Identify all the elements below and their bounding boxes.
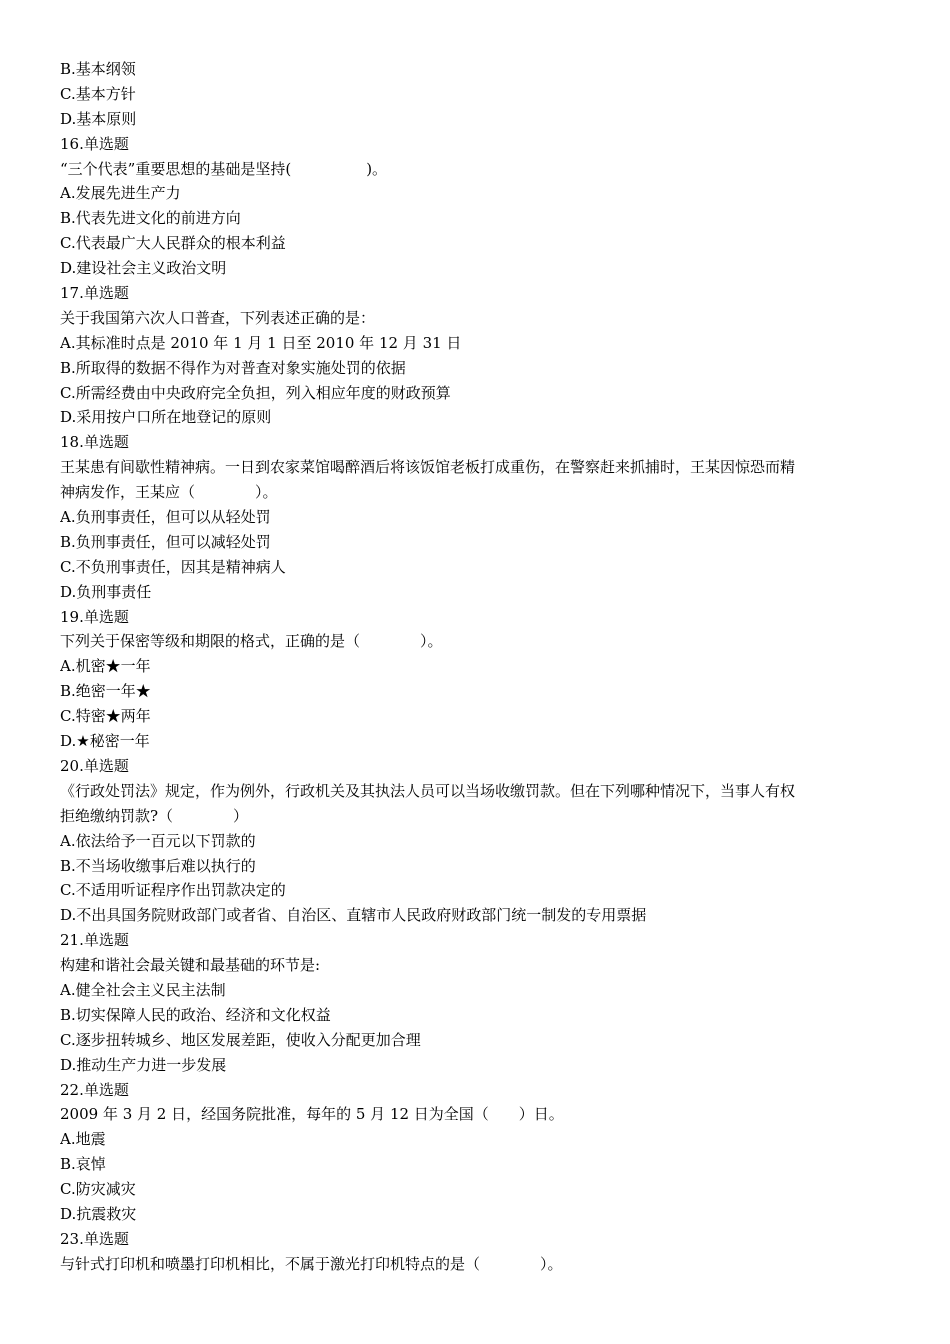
option-a-20: A.依法给予一百元以下罚款的 (60, 831, 256, 850)
option-a-17: A.其标准时点是 2010 年 1 月 1 日至 2010 年 12 月 31 日 (60, 333, 462, 352)
question-22-text: 2009 年 3 月 2 日，经国务院批准，每年的 5 月 12 日为全国（ ）日。 (60, 1105, 564, 1124)
option-c-21: C.逐步扭转城乡、地区发展差距，使收入分配更加合理 (60, 1030, 421, 1049)
option-a-16: A.发展先进生产力 (60, 184, 181, 203)
question-17-text: 关于我国第六次人口普查，下列表述正确的是： (60, 308, 376, 327)
exam-document (60, 57, 885, 1277)
option-d-15: D.基本原则 (60, 109, 137, 128)
option-c-20: C.不适用听证程序作出罚款决定的 (60, 881, 286, 900)
option-a-22: A.地震 (60, 1130, 106, 1149)
question-18-text-line1: 王某患有间歇性精神病。一日到农家菜馆喝醉酒后将该饭馆老板打成重伤，在警察赶来抓捕时，王某因惊恐而精 (60, 458, 796, 477)
option-d-17: D.采用按户口所在地登记的原则 (60, 408, 272, 427)
option-d-20: D.不出具国务院财政部门或者省、自治区、直辖市人民政府财政部门统一制发的专用票据 (60, 906, 647, 925)
option-c-19: C.特密★两年 (60, 707, 151, 726)
question-20-text-line2: 拒绝缴纳罚款?（ ） (60, 806, 249, 825)
question-16-text: “三个代表”重要思想的基础是坚持( )。 (60, 159, 388, 178)
question-22-header: 22.单选题 (60, 1080, 129, 1099)
option-b-19: B.绝密一年★ (60, 682, 151, 701)
option-b-17: B.所取得的数据不得作为对普查对象实施处罚的依据 (60, 358, 406, 377)
option-b-21: B.切实保障人民的政治、经济和文化权益 (60, 1005, 331, 1024)
option-b-20: B.不当场收缴事后难以执行的 (60, 856, 256, 875)
question-23-text: 与针式打印机和喷墨打印机相比，不属于激光打印机特点的是（ ）。 (60, 1254, 563, 1273)
option-d-16: D.建设社会主义政治文明 (60, 259, 227, 278)
option-d-21: D.推动生产力进一步发展 (60, 1055, 227, 1074)
option-c-18: C.不负刑事责任，因其是精神病人 (60, 557, 286, 576)
option-b-16: B.代表先进文化的前进方向 (60, 209, 241, 228)
question-20-text-line1: 《行政处罚法》规定，作为例外，行政机关及其执法人员可以当场收缴罚款。但在下列哪种情况下，当事人有权 (60, 781, 796, 800)
option-d-19: D.★秘密一年 (60, 732, 150, 751)
question-18-text-line2: 神病发作，王某应（ ）。 (60, 483, 278, 502)
question-18-header: 18.单选题 (60, 433, 129, 452)
question-16-header: 16.单选题 (60, 134, 129, 153)
option-c-22: C.防灾减灾 (60, 1180, 136, 1199)
question-19-text: 下列关于保密等级和期限的格式，正确的是（ ）。 (60, 632, 443, 651)
option-a-19: A.机密★一年 (60, 657, 151, 676)
option-d-18: D.负刑事责任 (60, 582, 152, 601)
question-21-header: 21.单选题 (60, 931, 129, 950)
option-c-16: C.代表最广大人民群众的根本利益 (60, 234, 286, 253)
option-c-15: C.基本方针 (60, 84, 136, 103)
option-a-21: A.健全社会主义民主法制 (60, 980, 226, 999)
question-19-header: 19.单选题 (60, 607, 129, 626)
option-d-22: D.抗震救灾 (60, 1204, 137, 1223)
option-b-15: B.基本纲领 (60, 60, 136, 78)
option-a-18: A.负刑事责任，但可以从轻处罚 (60, 508, 271, 527)
question-17-header: 17.单选题 (60, 284, 129, 303)
option-c-17: C.所需经费由中央政府完全负担，列入相应年度的财政预算 (60, 383, 451, 402)
question-21-text: 构建和谐社会最关键和最基础的环节是: (60, 956, 321, 975)
option-b-22: B.哀悼 (60, 1155, 106, 1174)
question-23-header: 23.单选题 (60, 1229, 129, 1248)
option-b-18: B.负刑事责任，但可以减轻处罚 (60, 532, 271, 551)
question-20-header: 20.单选题 (60, 756, 129, 775)
